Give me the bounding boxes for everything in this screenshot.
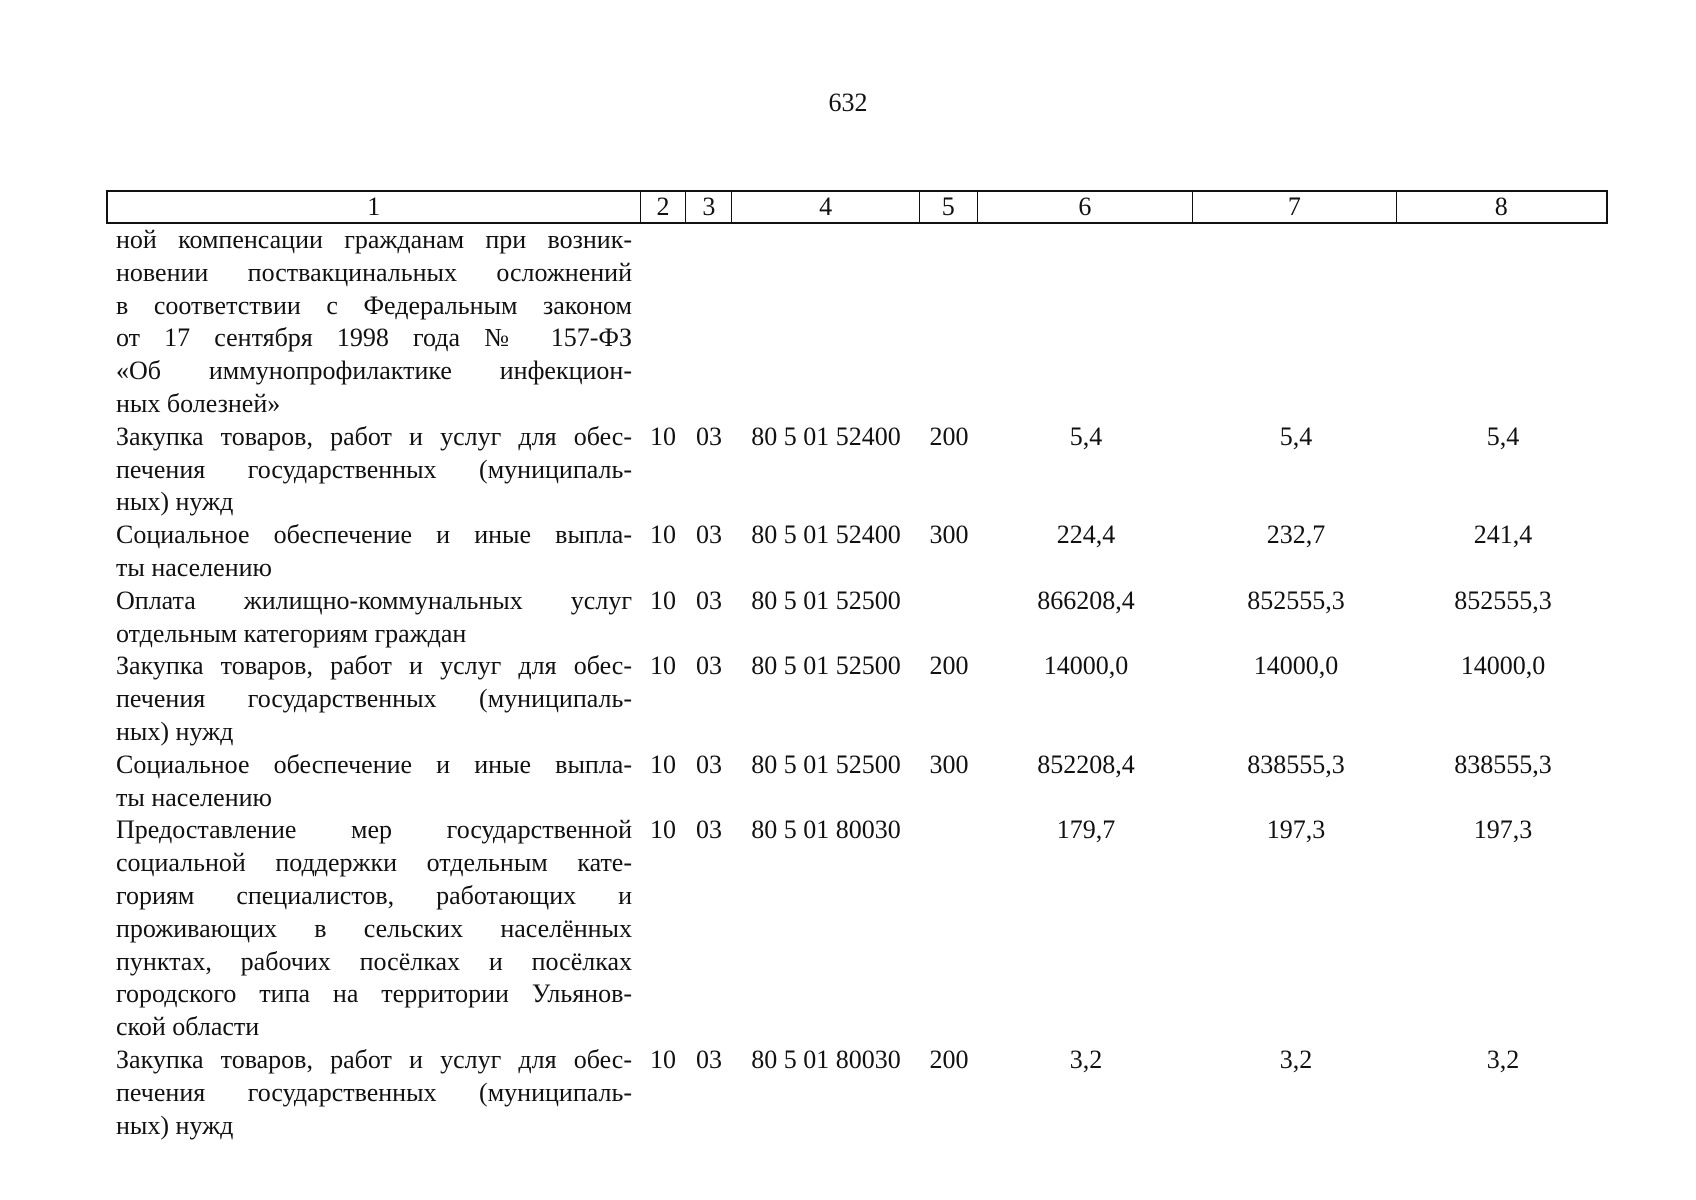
description-line: в соответствии с Федеральным законом <box>116 290 632 320</box>
expense-type-code: 300 <box>929 520 969 550</box>
description-line: Закупка товаров, работ и услуг для обес- <box>116 1044 632 1074</box>
target-article-code: 80 5 01 52500 <box>751 585 901 615</box>
description-line: от 17 сентября 1998 года № 157-ФЗ <box>116 323 632 353</box>
row-description <box>106 421 640 519</box>
amount-col-6: 179,7 <box>1056 815 1116 845</box>
row-description <box>106 585 640 651</box>
amount-col-8: 5,4 <box>1486 421 1520 451</box>
expense-type-code: 200 <box>929 651 969 681</box>
section-code: 10 <box>650 1044 676 1074</box>
target-article-code: 80 5 01 52400 <box>751 421 901 451</box>
amount-col-7: 5,4 <box>1279 421 1313 451</box>
table-row <box>106 224 1608 421</box>
amount-col-6: 5,4 <box>1069 421 1103 451</box>
row-description <box>106 1044 640 1142</box>
target-article-code: 80 5 01 52500 <box>751 651 901 681</box>
table-row <box>106 1044 1608 1142</box>
expense-type-code: 200 <box>929 1044 969 1074</box>
description-line: Закупка товаров, работ и услуг для обес- <box>116 421 632 451</box>
target-article-code: 80 5 01 52500 <box>751 749 901 779</box>
target-article-code: 80 5 01 52400 <box>751 520 901 550</box>
subsection-code: 03 <box>696 749 722 779</box>
description-line: ты населению <box>116 782 272 812</box>
table-header <box>106 190 1608 224</box>
header-col-8: 8 <box>1494 192 1508 221</box>
description-line: ных болезней» <box>116 388 281 418</box>
amount-col-8: 14000,0 <box>1460 651 1546 681</box>
description-line: ской области <box>116 1012 260 1042</box>
section-code: 10 <box>650 749 676 779</box>
amount-col-8: 3,2 <box>1486 1044 1520 1074</box>
table-body <box>106 224 1608 1142</box>
description-line: «Об иммунопрофилактике инфекцион- <box>116 356 632 386</box>
amount-col-8: 852555,3 <box>1454 585 1552 615</box>
row-description <box>106 749 640 815</box>
description-line: социальной поддержки отдельным кате- <box>116 848 632 878</box>
amount-col-8: 838555,3 <box>1454 749 1552 779</box>
description-line: Социальное обеспечение и иные выпла- <box>116 520 632 550</box>
amount-col-7: 838555,3 <box>1247 749 1345 779</box>
description-line: пунктах, рабочих посёлках и посёлках <box>116 946 632 976</box>
header-col-4: 4 <box>732 192 920 222</box>
target-article-code: 80 5 01 80030 <box>751 1044 901 1074</box>
amount-col-6: 3,2 <box>1069 1044 1103 1074</box>
amount-col-6: 14000,0 <box>1043 651 1129 681</box>
subsection-code: 03 <box>696 815 722 845</box>
section-code: 10 <box>650 421 676 451</box>
table-row <box>106 814 1608 1044</box>
subsection-code: 03 <box>696 651 722 681</box>
description-line: Оплата жилищно-коммунальных услуг <box>116 585 632 615</box>
table-row <box>106 585 1608 651</box>
description-line: ных) нужд <box>116 487 234 517</box>
description-line: ты населению <box>116 552 272 582</box>
amount-col-8: 241,4 <box>1473 520 1533 550</box>
table-row <box>106 519 1608 585</box>
amount-col-7: 197,3 <box>1266 815 1326 845</box>
section-code: 10 <box>650 815 676 845</box>
description-line: Социальное обеспечение и иные выпла- <box>116 749 632 779</box>
amount-col-6: 852208,4 <box>1037 749 1135 779</box>
row-description <box>106 650 640 748</box>
header-col-7: 7 <box>1193 192 1396 222</box>
row-description <box>106 814 640 1044</box>
description-line: печения государственных (муниципаль- <box>116 684 632 714</box>
section-code: 10 <box>650 585 676 615</box>
section-code: 10 <box>650 651 676 681</box>
amount-col-7: 232,7 <box>1266 520 1326 550</box>
subsection-code: 03 <box>696 421 722 451</box>
header-col-5: 5 <box>920 192 978 222</box>
header-col-2: 2 <box>641 192 687 222</box>
amount-col-8: 197,3 <box>1473 815 1533 845</box>
page-number: 632 <box>828 88 868 117</box>
subsection-code: 03 <box>696 520 722 550</box>
description-line: отдельным категориям граждан <box>116 618 467 648</box>
description-line: ной компенсации гражданам при возник- <box>116 225 632 254</box>
row-description <box>106 224 640 421</box>
description-line: Закупка товаров, работ и услуг для обес- <box>116 651 632 681</box>
expense-type-code: 300 <box>929 749 969 779</box>
description-line: городского типа на территории Ульянов- <box>116 979 632 1009</box>
description-line: печения государственных (муниципаль- <box>116 1077 632 1107</box>
subsection-code: 03 <box>696 585 722 615</box>
amount-col-7: 3,2 <box>1279 1044 1313 1074</box>
table-row <box>106 421 1608 519</box>
expense-type-code: 200 <box>929 421 969 451</box>
amount-col-7: 14000,0 <box>1253 651 1339 681</box>
amount-col-7: 852555,3 <box>1247 585 1345 615</box>
table-row <box>106 749 1608 815</box>
amount-col-6: 866208,4 <box>1037 585 1135 615</box>
table-row <box>106 650 1608 748</box>
description-line: гориям специалистов, работающих и <box>116 880 632 910</box>
target-article-code: 80 5 01 80030 <box>751 815 901 845</box>
amount-col-6: 224,4 <box>1056 520 1116 550</box>
description-line: ных) нужд <box>116 1110 234 1140</box>
description-line: новении поствакцинальных осложнений <box>116 257 632 287</box>
subsection-code: 03 <box>696 1044 722 1074</box>
header-col-1: 1 <box>108 192 641 222</box>
section-code: 10 <box>650 520 676 550</box>
header-col-3: 3 <box>686 192 732 222</box>
description-line: проживающих в сельских населённых <box>116 913 632 943</box>
header-col-6: 6 <box>978 192 1193 222</box>
description-line: ных) нужд <box>116 716 234 746</box>
description-line: Предоставление мер государственной <box>116 815 632 845</box>
description-line: печения государственных (муниципаль- <box>116 454 632 484</box>
row-description <box>106 519 640 585</box>
